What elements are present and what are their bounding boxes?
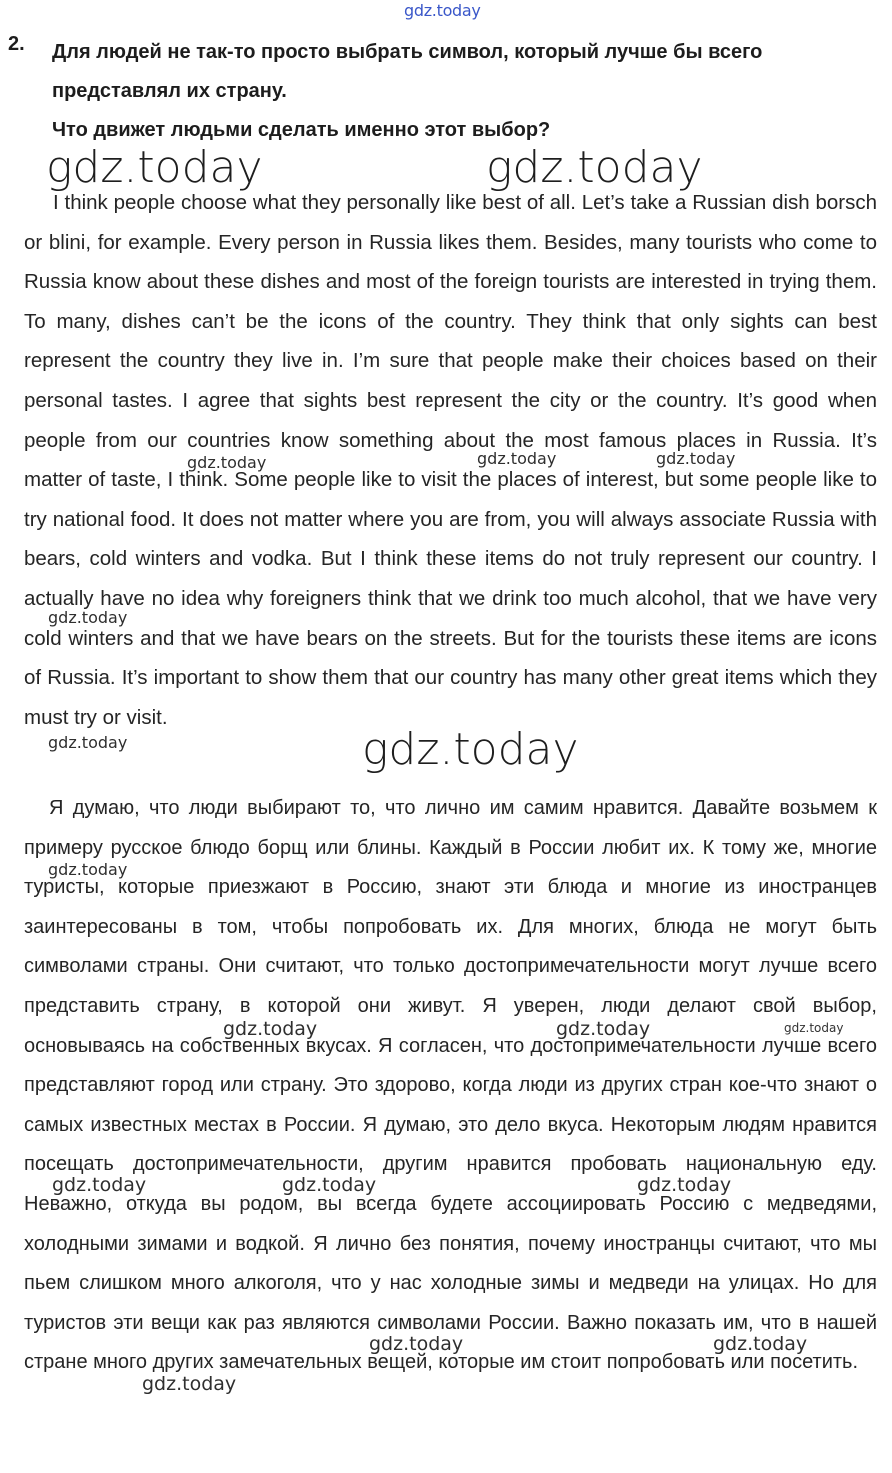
watermark-small: gdz.today <box>48 608 128 627</box>
watermark-small: gdz.today <box>142 1373 237 1395</box>
watermark-large: gdz.today <box>362 724 579 775</box>
watermark-small: gdz.today <box>656 449 736 468</box>
watermark-small: gdz.today <box>637 1174 732 1196</box>
watermark-small: gdz.today <box>477 449 557 468</box>
watermark-small: gdz.today <box>48 733 128 752</box>
watermark-small: gdz.today <box>52 1174 147 1196</box>
watermark-small: gdz.today <box>713 1333 808 1355</box>
task-question-sub: Что движет людьми сделать именно этот выбор? <box>52 119 551 141</box>
watermark-top[interactable]: gdz.today <box>404 1 481 20</box>
answer-russian: Я думаю, что люди выбирают то, что лично им самим нравится. Давайте возьмем к примеру русское блюдо борщ или блины. Каждый в России любит их. К тому же, многие туристы, которые приезжают в Россию, знают эти блюда и многие из иностранцев заинтересованы в том, чтобы попробовать их. Для многих, блюда не могут быть символами страны. Они считают, что только достопримечательности могут лучше всего представить страну, в которой они живут. Я уверен, люди делают свой выбор, основываясь на собственных вкусах. Я согласен, что достопримечательности лучше всего представляют город или страну. Это здорово, когда люди из других стран кое-что знают о самых известных местах в России. Я думаю, это дело вкуса. Некоторым людям нравится посещать достопримечательности, другим нравится пробовать национальную еду. Неважно, откуда вы родом, вы всегда будете ассоциировать Россию с медведями, холодными зимами и водкой. Я лично без понятия, почему иностранцы считают, что мы пьем слишком много алкоголя, что у нас холодные зимы и медведи на улицах. Но для туристов эти вещи как раз являются символами России. Важно показать им, что в нашей стране много других замечательных вещей, которые им стоит попробовать или посетить. <box>24 797 877 1374</box>
answer-english: I think people choose what they personally like best of all. Let’s take a Russian dish borsch or blini, for example. Every person in Russia likes them. Besides, many tourists who come to Russia know about these dishes and most of the foreign tourists are interested in trying them. To many, dishes can’t be the icons of the country. They think that only sights can best represent the country they live in. I’m sure that people make their choices based on their personal tastes. I agree that sights best represent the city or the country. It’s good when people from our countries know something about the most famous places in Russia. It’s matter of taste, I think. Some people like to visit the places of interest, but some people like to try national food. It does not matter where you are from, you will always associate Russia with bears, cold winters and vodka. But I think these items do not truly represent our country. I actually have no idea why foreigners think that we drink too much alcohol, that we have very cold winters and that we have bears on the streets. But for the tourists these items are icons of Russia. It’s important to show them that our country has many other great items which they must try or visit. <box>24 191 877 729</box>
task-question: Для людей не так-то просто выбрать символ, который лучше бы всего представлял их страну. <box>52 41 763 102</box>
watermark-small: gdz.today <box>223 1018 318 1040</box>
watermark-small: gdz.today <box>282 1174 377 1196</box>
watermark-large: gdz.today <box>486 142 703 193</box>
watermark-small: gdz.today <box>556 1018 651 1040</box>
watermark-small: gdz.today <box>48 860 128 879</box>
task-number: 2. <box>8 33 25 55</box>
watermark-large: gdz.today <box>46 142 263 193</box>
watermark-small: gdz.today <box>784 1021 844 1035</box>
watermark-small: gdz.today <box>187 453 267 472</box>
watermark-small: gdz.today <box>369 1333 464 1355</box>
